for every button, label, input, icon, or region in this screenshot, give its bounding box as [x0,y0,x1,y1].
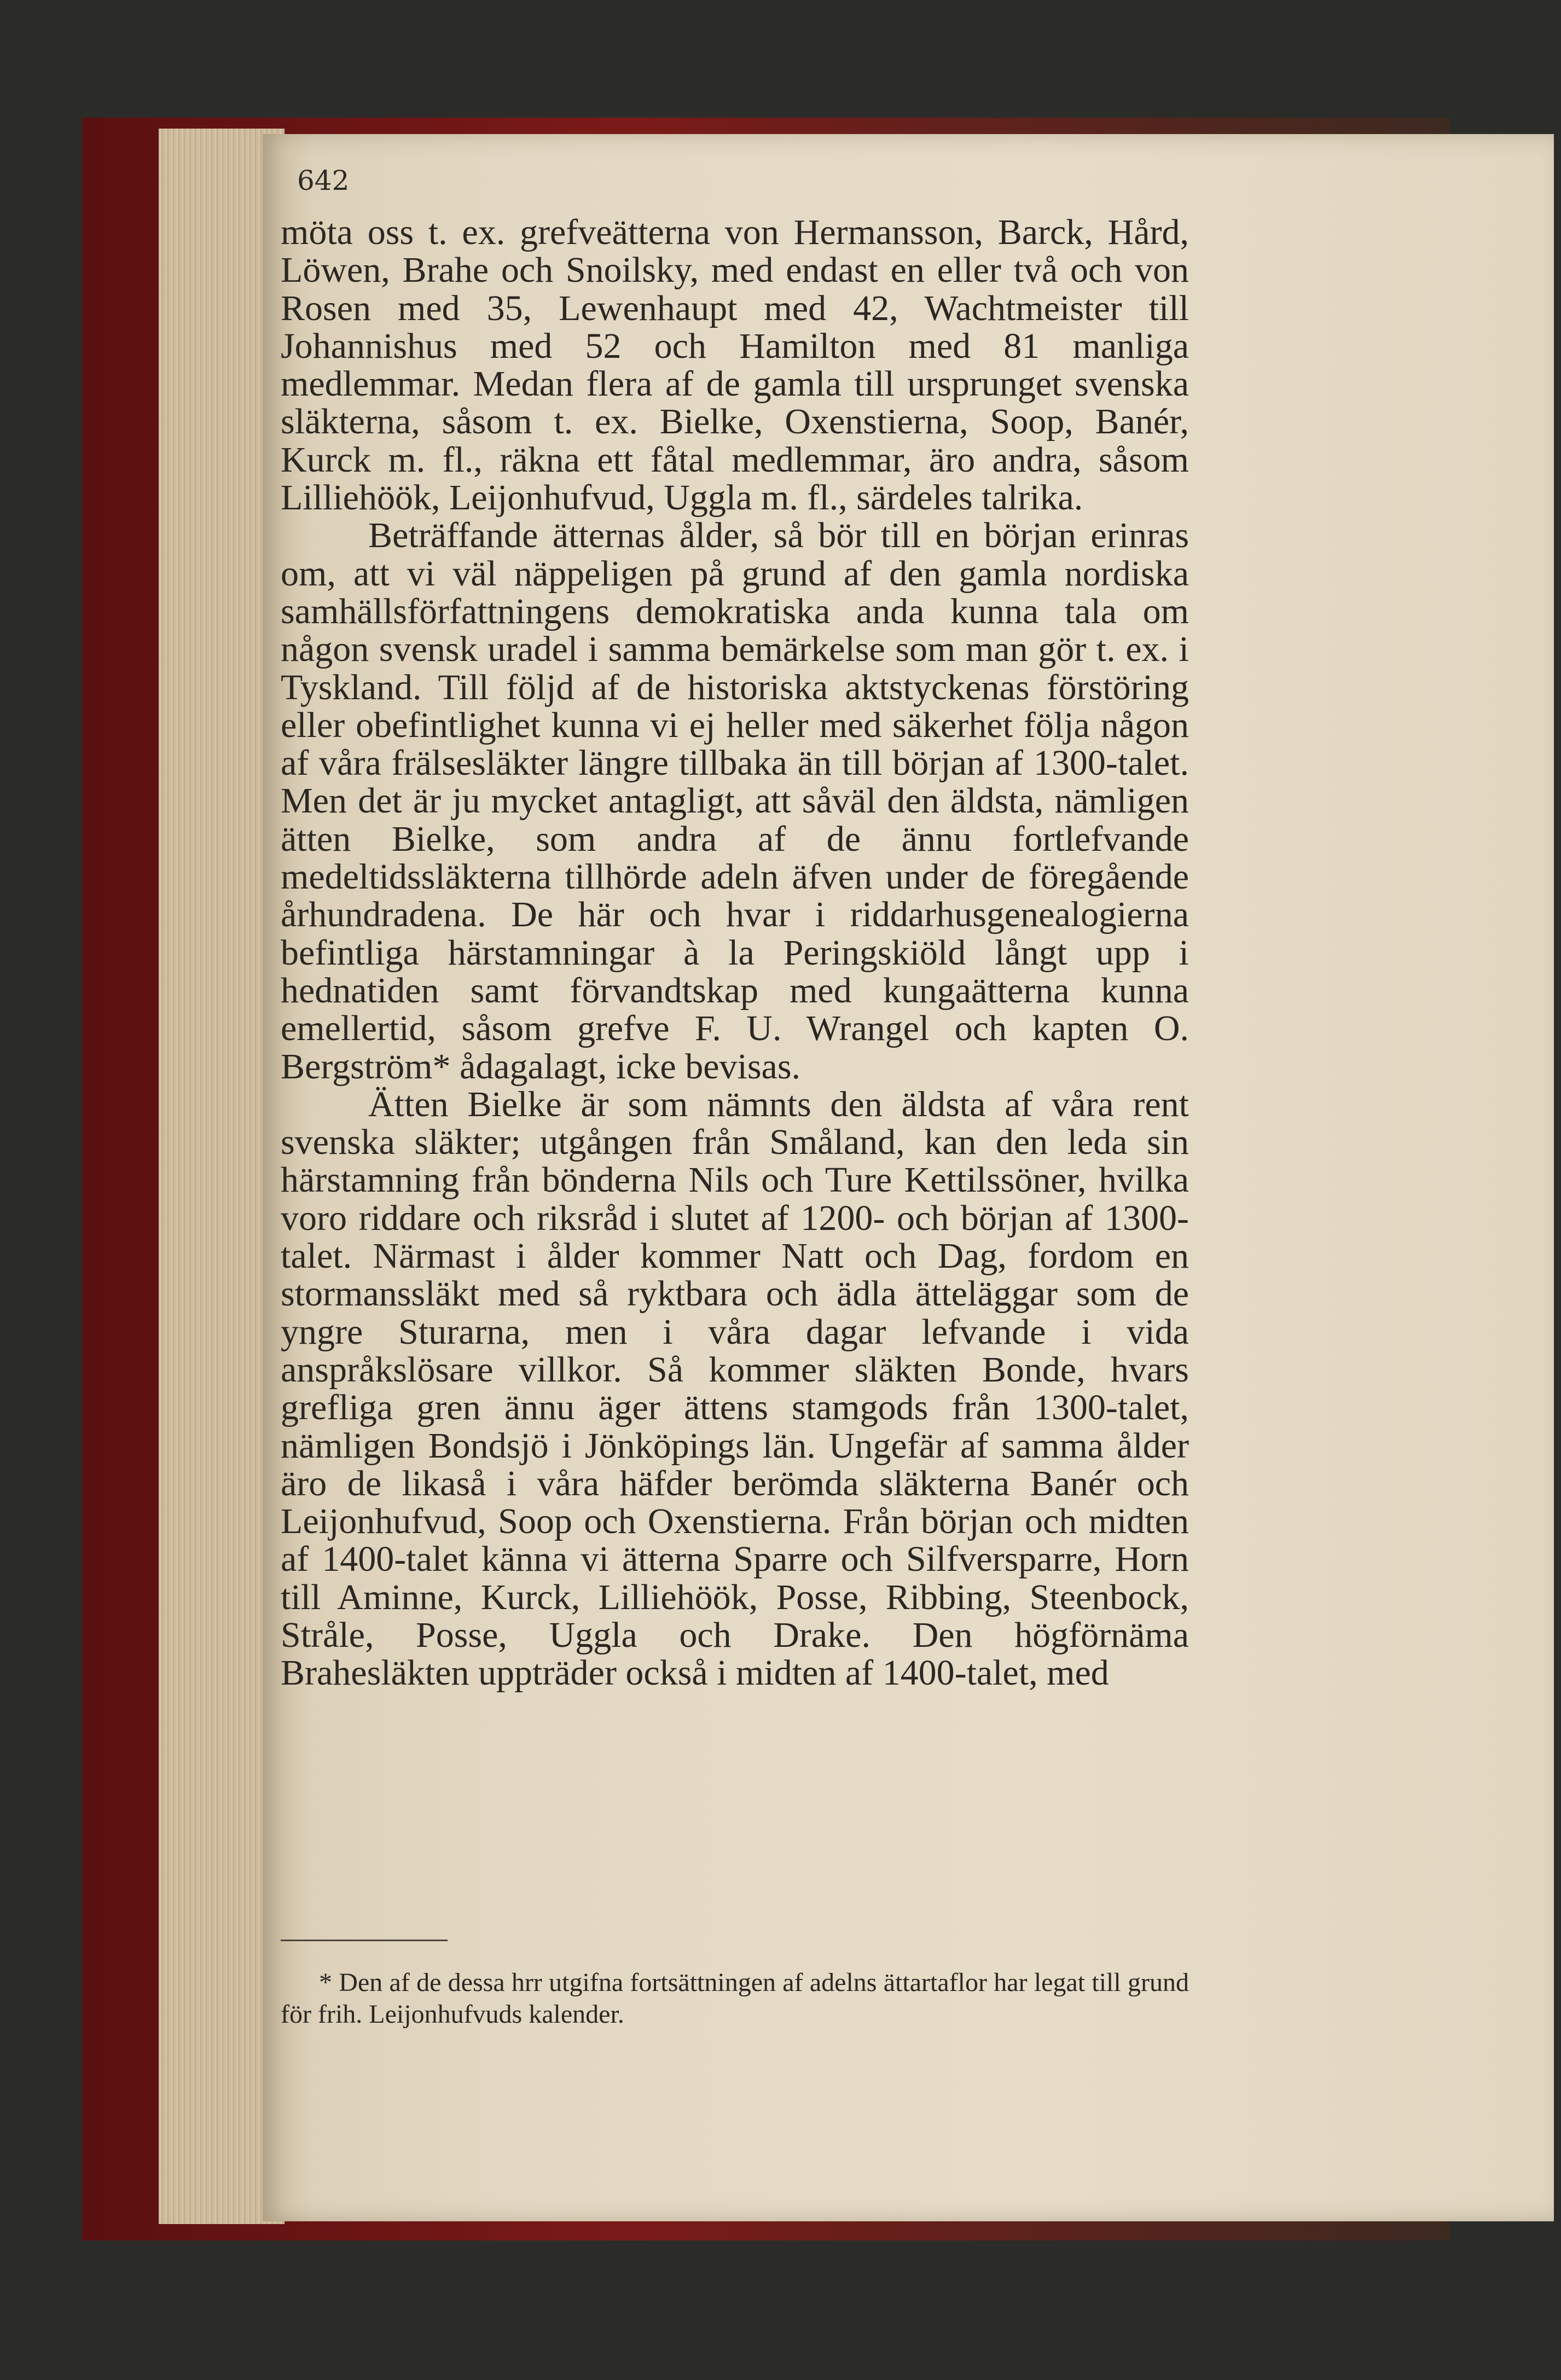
body-text [281,213,1189,1692]
paragraph-1: möta oss t. ex. grefveätterna von Hermansson, Barck, Hård, Löwen, Brahe och Snoilsky, med endast en eller två och von Rosen med 35, Lewenhaupt med 42, Wachtmeister till Johannishus med 52 och Hamilton med 81 manliga medlemmar. Medan flera af de gamla till ursprunget svenska släkterna, såsom t. ex. Bielke, Oxenstierna, Soop, Banér, Kurck m. fl., räkna ett fåtal medlemmar, äro andra, såsom Lilliehöök, Leijonhufvud, Uggla m. fl., särdeles talrika. [281,212,1189,518]
footnote-rule [281,1940,448,1941]
paragraph-3: Ätten Bielke är som nämnts den äldsta af våra rent svenska släkter; utgången från Småland, kan den leda sin härstamning från bönderna Nils och Ture Kettilssöner, hvilka voro riddare och riksråd i slutet af 1200- och början af 1300-talet. Närmast i ålder kommer Natt och Dag, fordom en stormanssläkt med så ryktbara och ädla ätteläggar som de yngre Sturarna, men i våra dagar lefvande i vida anspråkslösare villkor. Så kommer släkten Bonde, hvars grefliga gren ännu äger ättens stamgods från 1300-talet, nämligen Bondsjö i Jönköpings län. Ungefär af samma ålder äro de likaså i våra häfder berömda släkterna Banér och Leijonhufvud, Soop och Oxenstierna. Från början och midten af 1400-talet känna vi ätterna Sparre och Silfversparre, Horn till Aminne, Kurck, Lilliehöök, Posse, Ribbing, Steenbock, Stråle, Posse, Uggla och Drake. Den högförnäma Brahesläkten uppträder också i midten af 1400-talet, med [281,1084,1189,1693]
footnote: * Den af de dessa hrr utgifna fortsättningen af adelns ättartaflor har legat till grund för frih. Leijonhufvuds kalender. [281,1968,1189,2029]
paragraph-2: Beträffande ätternas ålder, så bör till en början erinras om, att vi väl näppeligen på grund af den gamla nordiska samhällsförfattningens demokratiska anda kunna tala om någon svensk uradel i samma bemärkelse som man gör t. ex. i Tyskland. Till följd af de historiska aktstyckenas förstöring eller obefintlighet kunna vi ej heller med säkerhet följa någon af våra frälsesläkter längre tillbaka än till början af 1300-talet. Men det är ju mycket antagligt, att såväl den äldsta, nämligen ätten Bielke, som andra af de ännu fortlefvande medeltidssläkterna tillhörde adeln äfven under de föregående århundradena. De här och hvar i riddarhusgenealogierna befintliga härstamningar à la Peringskiöld långt upp i hednatiden samt förvandtskap med kungaätterna kunna emellertid, såsom grefve F. U. Wrangel och kapten O. Bergström* ådagalagt, icke bevisas. [281,515,1189,1087]
page-number: 642 [297,165,350,196]
